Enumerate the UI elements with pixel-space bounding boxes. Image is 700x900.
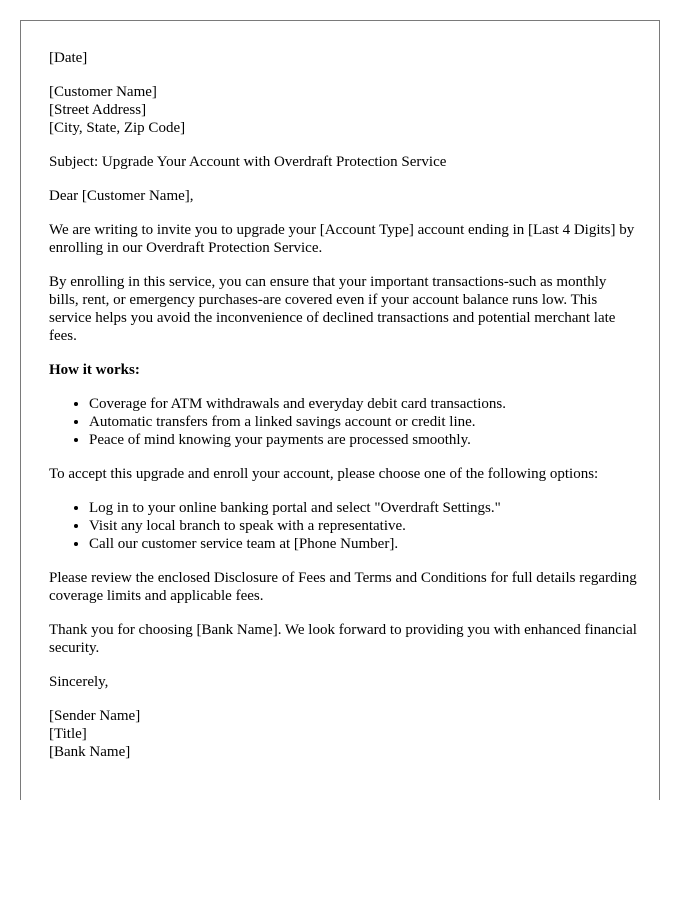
list-item: • Coverage for ATM withdrawals and everyday debit card transactions.	[89, 395, 639, 413]
letter-subject: Subject: Upgrade Your Account with Overdraft Protection Service	[49, 154, 447, 170]
benefits-paragraph: By enrolling in this service, you can ensure that your important transactions-such as monthly bills, rent, or emergency purchases-are covered even if your account balance runs low. This service helps you avoid the inconvenience of declined transactions and potential merchant late fees.	[49, 274, 616, 344]
sender-bank: [Bank Name]	[49, 744, 131, 760]
recipient-street: [Street Address]	[49, 102, 147, 118]
recipient-name: [Customer Name]	[49, 84, 157, 100]
review-paragraph: Please review the enclosed Disclosure of Fees and Terms and Conditions for full details regarding coverage limits and applicable fees.	[49, 570, 637, 604]
list-item: • Peace of mind knowing your payments are processed smoothly.	[89, 431, 639, 449]
list-item: • Automatic transfers from a linked savings account or credit line.	[89, 413, 639, 431]
recipient-city: [City, State, Zip Code]	[49, 120, 186, 136]
how-it-works-list	[49, 395, 639, 449]
letter-salutation: Dear [Customer Name],	[49, 188, 194, 204]
intro-paragraph: We are writing to invite you to upgrade your [Account Type] account ending in [Last 4 Digits] by enrolling in our Overdraft Protection Service.	[49, 222, 635, 256]
how-it-works-heading: How it works:	[49, 362, 140, 378]
sender-signature	[49, 707, 639, 761]
list-item: • Visit any local branch to speak with a representative.	[89, 517, 639, 535]
recipient-address	[49, 83, 639, 137]
letter-body	[49, 49, 639, 777]
options-list	[49, 499, 639, 553]
sender-name: [Sender Name]	[49, 708, 141, 724]
sender-title: [Title]	[49, 726, 87, 742]
accept-paragraph: To accept this upgrade and enroll your account, please choose one of the following options:	[49, 466, 599, 482]
letter-date: [Date]	[49, 50, 88, 66]
list-item: • Log in to your online banking portal and select "Overdraft Settings."	[89, 499, 639, 517]
letter-page	[20, 20, 660, 800]
letter-closing: Sincerely,	[49, 674, 109, 690]
list-item: • Call our customer service team at [Phone Number].	[89, 535, 639, 553]
thanks-paragraph: Thank you for choosing [Bank Name]. We look forward to providing you with enhanced financial security.	[49, 622, 637, 656]
